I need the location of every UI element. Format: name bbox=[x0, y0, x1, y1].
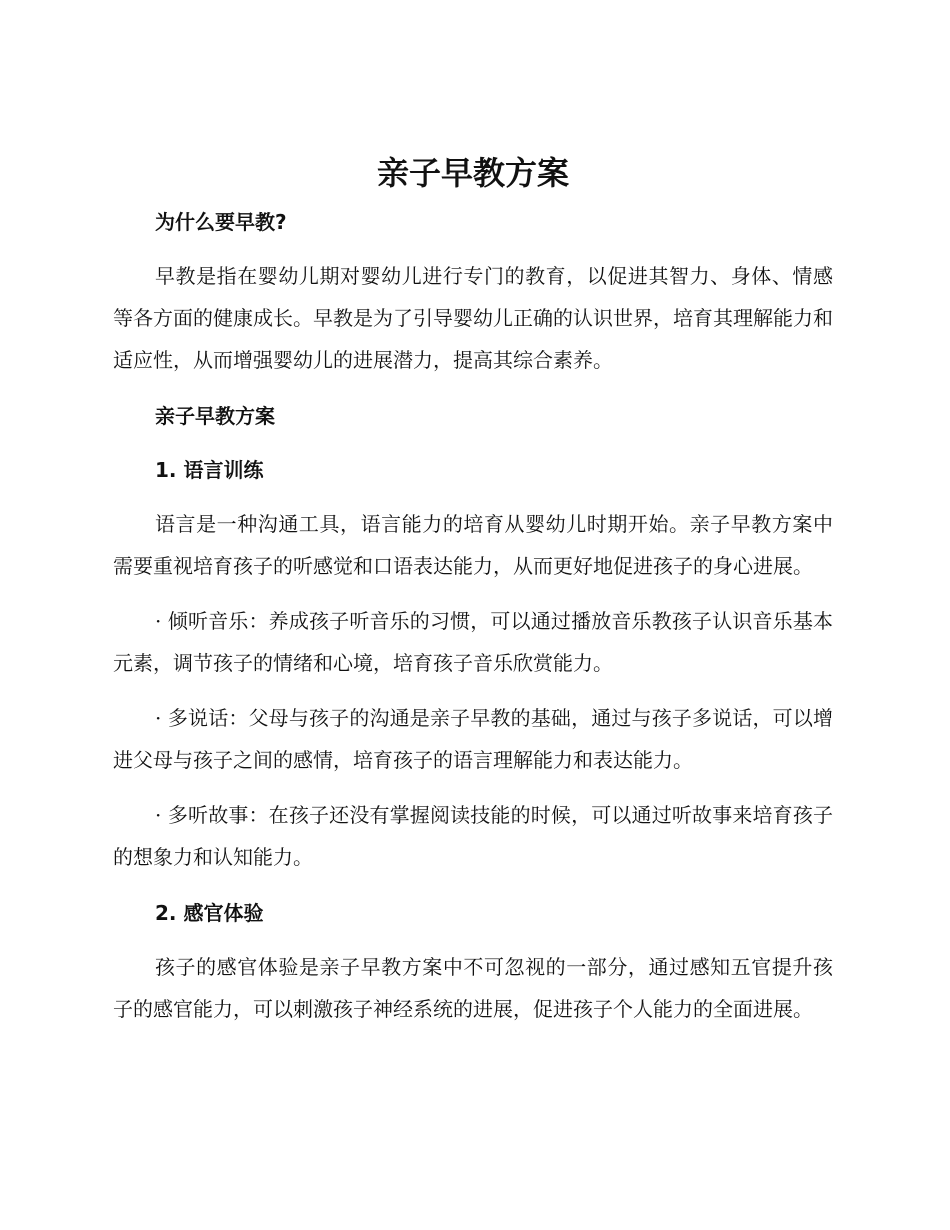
document-content bbox=[113, 150, 833, 1030]
paragraph-why: 早教是指在婴幼儿期对婴幼儿进行专门的教育，以促进其智力、身体、情感等各方面的健康成长。早教是为了引导婴幼儿正确的认识世界，培育其理解能力和适应性，从而增强婴幼儿的进展潜力，提高其综合素养。 bbox=[113, 264, 833, 372]
bullet-listen-stories: · 多听故事：在孩子还没有掌握阅读技能的时候，可以通过听故事来培育孩子的想象力和认知能力。 bbox=[113, 803, 833, 869]
bullet-talk-more: · 多说话：父母与孩子的沟通是亲子早教的基础，通过与孩子多说话，可以增进父母与孩子之间的感情，培育孩子的语言理解能力和表达能力。 bbox=[113, 706, 833, 772]
section-heading-why: 为什么要早教? bbox=[155, 210, 287, 234]
document-title: 亲子早教方案 bbox=[376, 154, 569, 192]
paragraph-language: 语言是一种沟通工具，语言能力的培育从婴幼儿时期开始。亲子早教方案中需要重视培育孩子的听感觉和口语表达能力，从而更好地促进孩子的身心进展。 bbox=[113, 512, 833, 578]
bullet-listen-music: · 倾听音乐：养成孩子听音乐的习惯，可以通过播放音乐教孩子认识音乐基本元素，调节孩子的情绪和心境，培育孩子音乐欣赏能力。 bbox=[113, 609, 833, 675]
section-heading-plan: 亲子早教方案 bbox=[155, 404, 275, 428]
section-heading-senses: 2. 感官体验 bbox=[155, 901, 264, 925]
paragraph-senses: 孩子的感官体验是亲子早教方案中不可忽视的一部分，通过感知五官提升孩子的感官能力，可以刺激孩子神经系统的进展，促进孩子个人能力的全面进展。 bbox=[113, 955, 833, 1021]
section-heading-language: 1. 语言训练 bbox=[155, 458, 264, 482]
